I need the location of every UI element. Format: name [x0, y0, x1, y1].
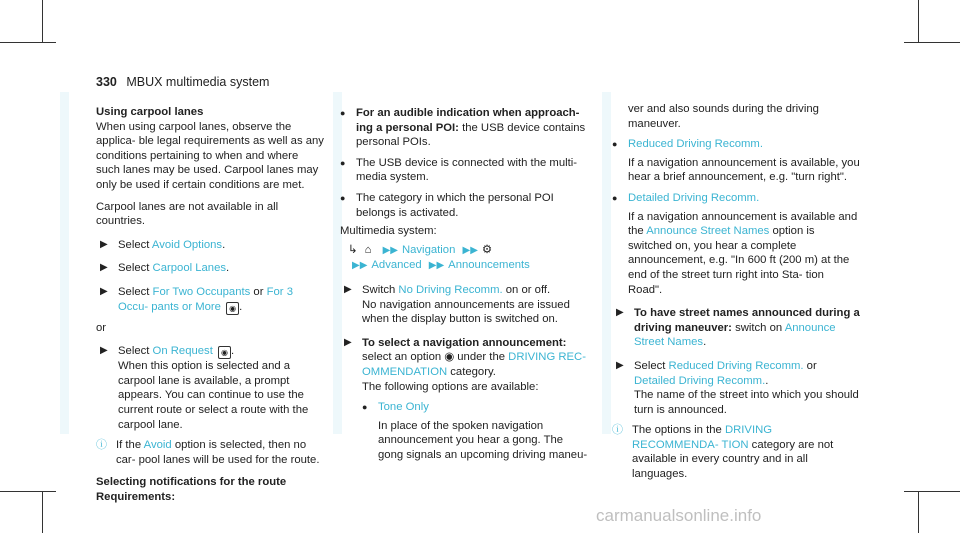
column-2 [340, 100, 590, 468]
menu-link[interactable]: Detailed Driving Recomm. [628, 191, 760, 204]
step: ▶ Switch No Driving Recomm. on or off. No navigation announcements are issued when the display button is switched on. [340, 283, 590, 327]
step: ▶ Select Reduced Driving Recomm. or Detailed Driving Recomm.. The name of the street into which you should turn is announced. [616, 359, 859, 416]
option-text: If a navigation announcement is available, you hear a brief announcement, e.g. "turn right". [628, 156, 860, 184]
bullet-icon: ● [612, 139, 618, 150]
step-arrow-icon: ▶ [616, 359, 624, 371]
list-item [362, 400, 590, 415]
chevron-right-icon: ▶▶ [428, 260, 445, 272]
step-arrow-icon: ▶ [100, 262, 108, 274]
crop-mark [904, 491, 960, 492]
chevron-right-icon: ▶▶ [462, 244, 478, 256]
paragraph: Carpool lanes are not available in all countries. [96, 200, 279, 228]
menu-link[interactable]: For 3 Occu- pants or More [118, 285, 293, 313]
crop-mark [904, 42, 960, 43]
menu-link[interactable]: Announce Street Names [646, 225, 770, 238]
section-heading: Using carpool lanes [96, 106, 204, 118]
menu-link[interactable]: Avoid Options [151, 238, 223, 251]
crop-mark [42, 491, 43, 533]
menu-link[interactable]: Detailed Driving Recomm. [634, 374, 766, 387]
info-icon: ⓘ [96, 439, 107, 452]
list-item [612, 191, 860, 206]
step-arrow-icon: ▶ [100, 345, 108, 357]
step-arrow-icon: ▶ [100, 285, 108, 297]
side-bar [60, 92, 69, 434]
side-bar [602, 92, 611, 434]
crop-mark [0, 491, 56, 492]
option-text: ver and also sounds during the driving maneuver. [628, 103, 819, 130]
menu-link[interactable]: Tone Only [378, 401, 429, 414]
menu-link[interactable]: For Two Occupants [152, 285, 251, 298]
info-icon: ⓘ [612, 424, 623, 437]
page-title: MBUX multimedia system [126, 75, 270, 89]
page-header [96, 75, 269, 89]
menu-link[interactable]: Announce Street Names [634, 321, 836, 349]
radio-button-icon: ◉ [218, 346, 231, 359]
crop-mark [0, 42, 56, 43]
step-arrow-icon: ▶ [100, 238, 108, 250]
radio-button-icon: ◉ [226, 302, 239, 315]
step: ▶ To select a navigation announcement: select an option ◉ under the DRIVING REC- OMMENDATION category. The following options are available: ● Tone Only In place of the spoken navigation announcement you hear a gong. The gong signals an upcoming driving maneu- [340, 336, 590, 463]
step: ▶ Select For Two Occupants or For 3 Occu- pants or More ◉ . [100, 285, 293, 313]
bullet-icon: ● [362, 402, 368, 413]
step: ▶ Select Carpool Lanes. [100, 262, 230, 275]
menu-link[interactable]: Reduced Driving Recomm. [668, 359, 804, 372]
step-text: No navigation announcements are issued when the display button is switched on. [362, 298, 570, 326]
page-number: 330 [96, 75, 117, 89]
multimedia-label: Multimedia system: [340, 225, 437, 238]
watermark: carmanualsonline.info [596, 506, 762, 525]
bullet-icon: ● [340, 157, 346, 168]
step: ▶ To have street names announced during a driving maneuver: switch on Announce Street Names. [616, 307, 860, 349]
chevron-right-icon: ▶▶ [352, 260, 368, 272]
note: ⓘ The options in the DRIVING RECOMMENDA- TION category are not available in every country and in all languages. [612, 424, 834, 481]
column-3 [612, 100, 860, 490]
step-text: The name of the street into which you should turn is announced. [634, 389, 859, 416]
step: ▶ Select On Request ◉ . When this option is selected and a carpool lane is available, a prompt appears. You can continue to use the current route or select a route with the carpool lane. [96, 344, 324, 432]
path-announcements[interactable]: Announcements [448, 259, 530, 272]
section-heading: Selecting notifications for the route [96, 476, 287, 489]
option-text: If a navigation announcement is available and the Announce Street Names option is switched on, you hear a complete announcement, e.g. "In 600 ft (200 m) at the end of the street turn right into Sta- tion Road". [628, 210, 858, 296]
list-item: ● For an audible indication when approach- ing a personal POI: the USB device contains personal POIs. [340, 107, 586, 149]
list-item: ● The USB device is connected with the multi- media system. [340, 156, 578, 184]
menu-link[interactable]: DRIVING REC- OMMENDATION [362, 351, 586, 378]
section-subheading: Requirements: [96, 490, 176, 503]
menu-link[interactable]: Carpool Lanes [152, 262, 227, 275]
bullet-icon: ● [340, 108, 346, 118]
list-item [612, 137, 860, 152]
note: ⓘ If the Avoid option is selected, then no car- pool lanes will be used for the route. [96, 439, 320, 466]
step-text: The following options are available: [362, 380, 539, 393]
crop-mark [42, 0, 43, 42]
menu-link[interactable]: Reduced Driving Recomm. [628, 138, 763, 151]
step-arrow-icon: ▶ [616, 307, 624, 319]
step-text: When this option is selected and a carpool lane is available, a prompt appears. You can continue to use the current route or select a route with the carpool lane. [118, 360, 309, 431]
bullet-icon: ● [612, 192, 618, 203]
menu-link[interactable]: DRIVING RECOMMENDA- TION [632, 424, 773, 451]
settings-icon: ⚙ [481, 243, 493, 256]
step-arrow-icon: ▶ [344, 336, 352, 348]
step-arrow-icon: ▶ [344, 283, 352, 295]
column-1 [96, 105, 324, 504]
or-label: or [96, 321, 107, 334]
menu-link[interactable]: Avoid [143, 439, 172, 452]
radio-dot-icon: ◉ [444, 351, 455, 364]
return-arrow-icon: ↳ [348, 243, 358, 256]
menu-link[interactable]: No Driving Recomm. [398, 283, 503, 296]
path-advanced[interactable]: Advanced [371, 259, 422, 272]
path-navigation[interactable]: Navigation [401, 243, 456, 256]
bullet-icon: ● [340, 192, 346, 203]
menu-path [348, 243, 590, 274]
chevron-right-icon: ▶▶ [382, 244, 398, 256]
option-text: In place of the spoken navigation announcement you hear a gong. The gong signals an upcoming driving maneu- [378, 419, 588, 461]
crop-mark [918, 491, 919, 533]
list-item: ● The category in which the personal POI belongs is activated. [340, 191, 554, 219]
step: ▶ Select Avoid Options. [100, 238, 226, 251]
menu-link[interactable]: On Request [152, 345, 213, 358]
paragraph: When using carpool lanes, observe the applica- ble legal requirements as well as any conditions pertaining to when and where such lanes may be used. Carpool lanes may only be used if certain conditions are met. [96, 120, 324, 191]
home-icon: ⌂ [364, 243, 372, 256]
crop-mark [918, 0, 919, 42]
